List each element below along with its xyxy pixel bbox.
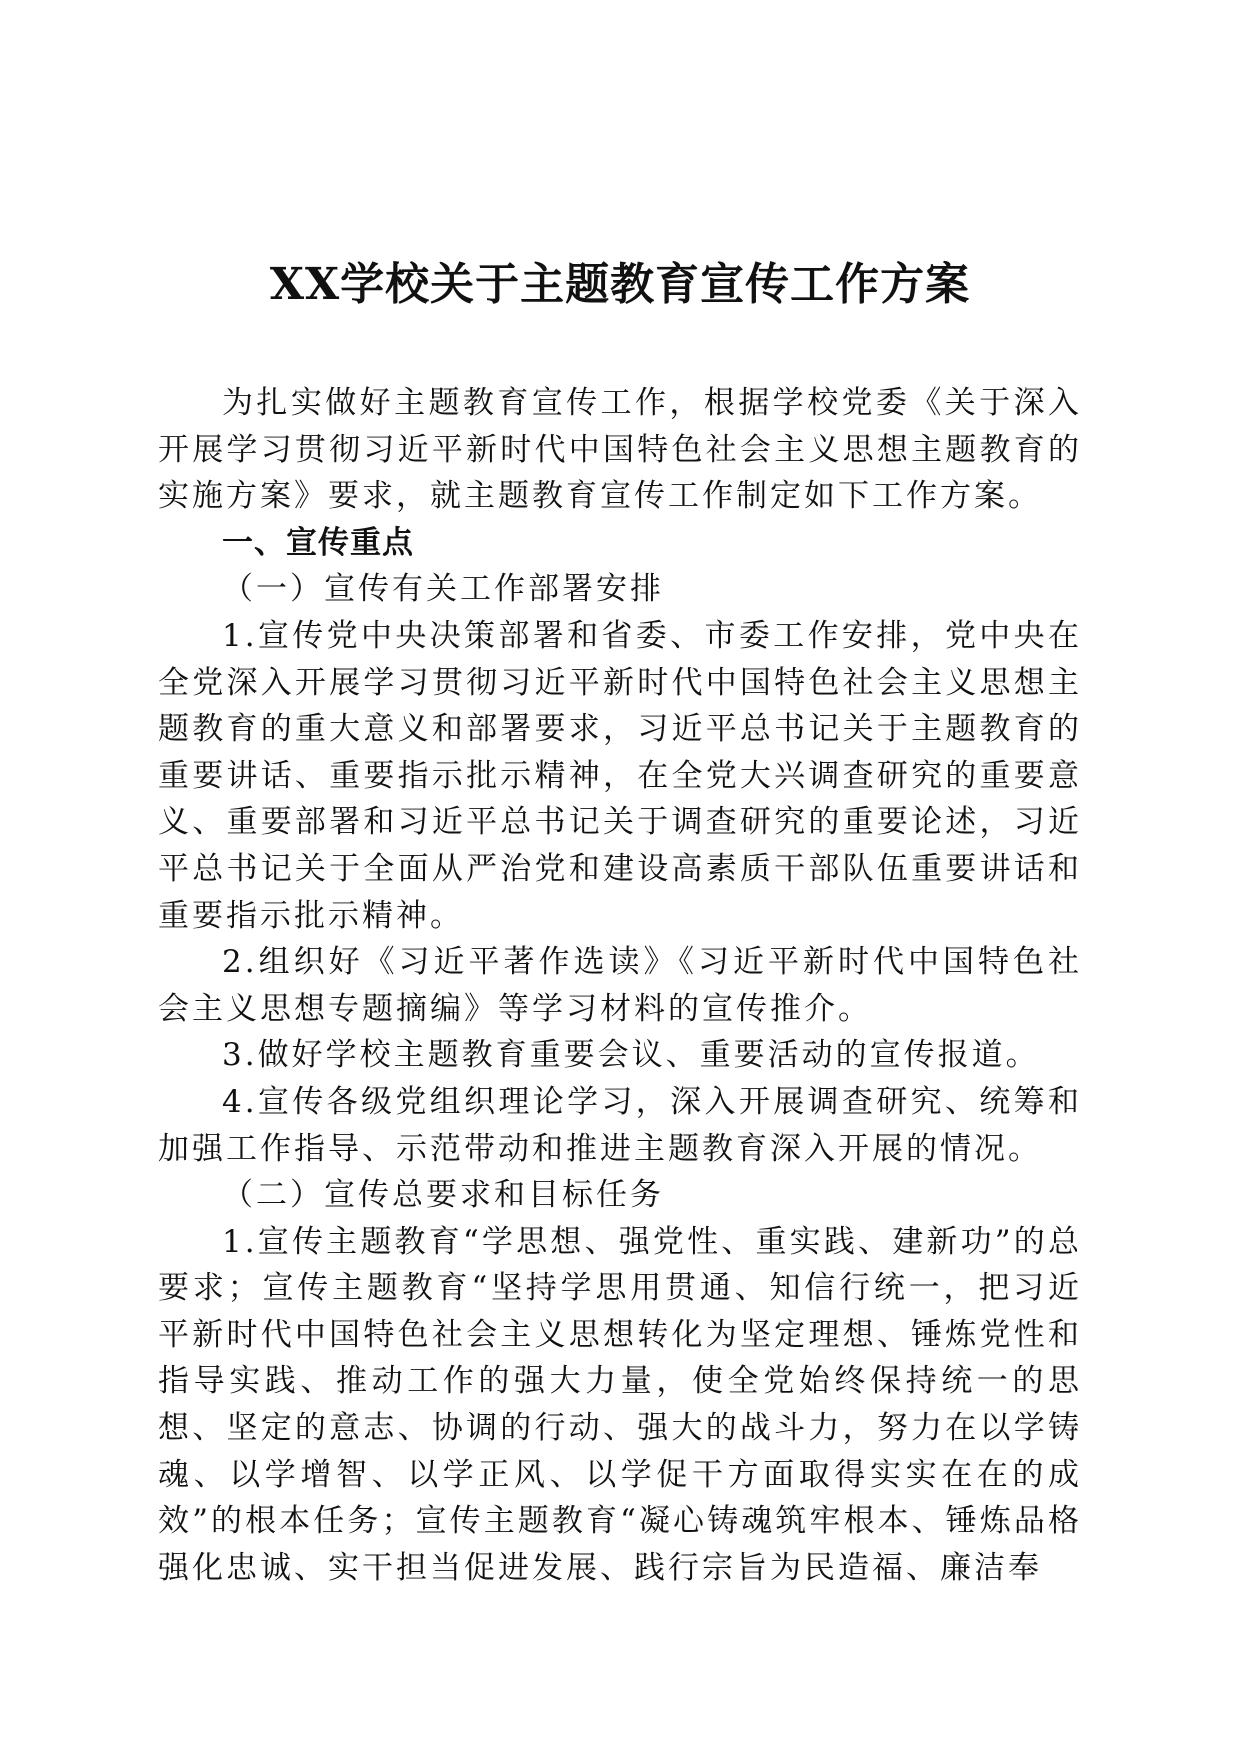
document-title: XX学校关于主题教育宣传工作方案 (269, 259, 971, 310)
document-body (158, 380, 1082, 1591)
paragraph-item-4: 4.宣传各级党组织理论学习，深入开展调查研究、统筹和加强工作指导、示范带动和推进主题教育深入开展的情况。 (158, 1083, 1082, 1167)
section-heading-1: 一、宣传重点 (222, 524, 414, 561)
paragraph-item-3: 3.做好学校主题教育重要会议、重要活动的宣传报道。 (222, 1037, 1040, 1074)
paragraph-intro: 为扎实做好主题教育宣传工作，根据学校党委《关于深入开展学习贯彻习近平新时代中国特色社会主义思想主题教育的实施方案》要求，就主题教育宣传工作制定如下工作方案。 (158, 385, 1082, 515)
subsection-heading-1: （一）宣传有关工作部署安排 (222, 571, 664, 608)
paragraph-item-2: 2.组织好《习近平著作选读》《习近平新时代中国特色社会主义思想专题摘编》等学习材料的宣传推介。 (158, 944, 1082, 1027)
paragraph-item-1: 1.宣传党中央决策部署和省委、市委工作安排，党中央在全党深入开展学习贯彻习近平新时代中国特色社会主义思想主题教育的重大意义和部署要求，习近平总书记关于主题教育的重要讲话、重要指示批示精神，在全党大兴调查研究的重要意义、重要部署和习近平总书记关于调查研究的重要论述，习近平总书记关于全面从严治党和建设高素质干部队伍重要讲话和重要指示批示精神。 (158, 617, 1082, 934)
paragraph-item-2-1: 1.宣传主题教育“学思想、强党性、重实践、建新功”的总要求；宣传主题教育“坚持学思用贯通、知信行统一，把习近平新时代中国特色社会主义思想转化为坚定理想、锤炼党性和指导实践、推动工作的强大力量，使全党始终保持统一的思想、坚定的意志、协调的行动、强大的战斗力，努力在以学铸魂、以学增智、以学正风、以学促干方面取得实实在在的成效”的根本任务；宣传主题教育“凝心铸魂筑牢根本、锤炼品格强化忠诚、实干担当促进发展、践行宗旨为民造福、廉洁奉 (158, 1223, 1082, 1586)
subsection-heading-2: （二）宣传总要求和目标任务 (222, 1177, 664, 1214)
